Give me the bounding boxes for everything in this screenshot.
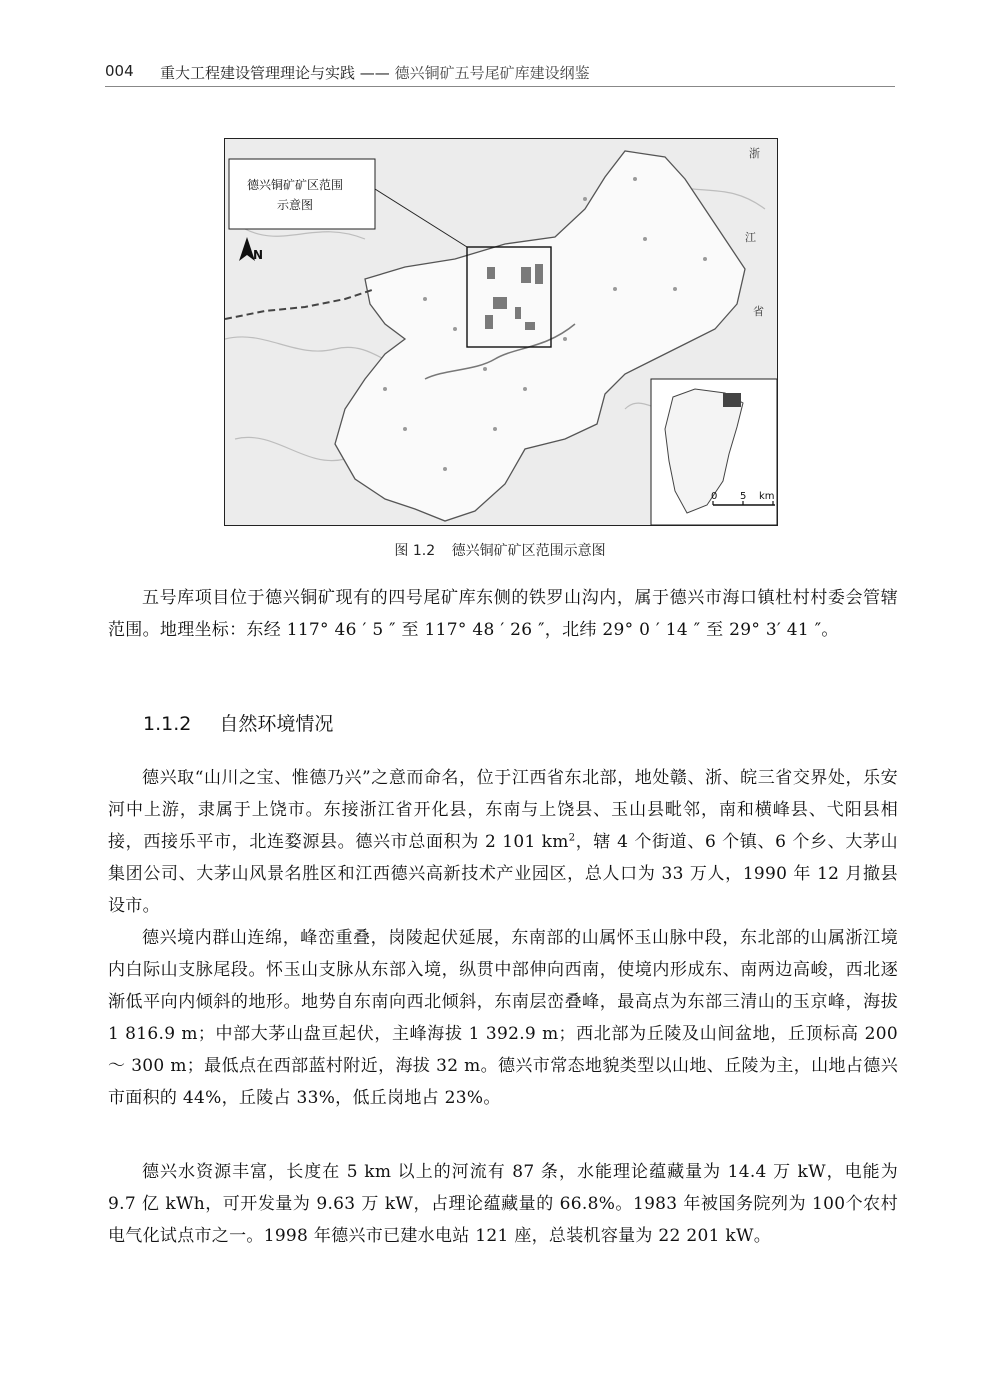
header-rule xyxy=(105,86,895,87)
scale-zero: 0 xyxy=(711,491,718,502)
map-figure xyxy=(224,138,778,526)
caption-text: 德兴铜矿矿区范围示意图 xyxy=(451,543,606,559)
book-subtitle: 德兴铜矿五号尾矿库建设纲鉴 xyxy=(394,64,590,82)
paragraph-overview xyxy=(108,762,898,922)
dexing-highlight xyxy=(723,393,741,407)
paragraph-water: 德兴水资源丰富，长度在 5 km 以上的河流有 87 条，水能理论蕴藏量为 14.4 万 kW，电能为 9.7 亿 kWh，可开发量为 9.63 万 kW，占理论蕴藏量的 66.8%。1983 年被国务院列为 100个农村电气化试点市之一。1998 年德兴市已建水电站 121 座，总装机容量为 22 201 kW。 xyxy=(108,1162,898,1246)
overview-text-1: 德兴取“山川之宝、惟德乃兴”之意而命名，位于江西省东北部，地处赣、浙、皖三省交界处，乐安河中上游，隶属于上饶市。东接浙江省开化县，东南与上饶县、玉山县毗邻，南和横峰县、弋阳县相接，西接乐平市，北连婺源县。德兴市总面积为 2 101 km xyxy=(108,768,898,852)
header-separator: —— xyxy=(359,64,390,82)
scale-mid: 5 xyxy=(740,491,747,502)
legend-title-line2: 示意图 xyxy=(277,198,314,212)
paragraph-terrain: 德兴境内群山连绵，峰峦重叠，岗陵起伏延展，东南部的山属怀玉山脉中段，东北部的山属浙江境内白际山支脉尾段。怀玉山支脉从东部入境，纵贯中部伸向西南，使境内形成东、南两边高峻，西北逐渐低平向内倾斜的地形。地势自东南向西北倾斜，东南层峦叠峰，最高点为东部三清山的玉京峰，海拔 1 816.9 m；中部大茅山盘亘起伏，主峰海拔 1 392.9 m；西北部为丘陵及山间盆地，丘顶标高 200 ～ 300 m；最低点在西部蓝村附近，海拔 32 m。德兴市常态地貌类型以山地、丘陵为主，山地占德兴市面积的 44%，丘陵占 33%，低丘岗地占 23%。 xyxy=(108,928,898,1108)
area-superscript: 2 xyxy=(568,832,576,844)
figure-caption xyxy=(0,540,1000,560)
book-title: 重大工程建设管理理论与实践 xyxy=(160,64,356,82)
map-graphic xyxy=(225,139,777,525)
province-label-2: 江 xyxy=(745,231,756,244)
legend-title-line1: 德兴铜矿矿区范围 xyxy=(247,178,344,192)
caption-label: 图 1.2 xyxy=(394,543,436,559)
header-title xyxy=(160,62,590,83)
overview-text-2: ，辖 4 个街道、6 个镇、6 个乡、大茅山集团公司、大茅山风景名胜区和江西德兴高新技术产业园区，总人口为 33 万人，1990 年 12 月撤县设市。 xyxy=(108,832,898,916)
province-label-1: 浙 xyxy=(749,147,760,160)
legend-box xyxy=(229,159,375,229)
section-heading xyxy=(143,709,333,736)
running-header xyxy=(105,62,895,92)
page-number: 004 xyxy=(105,62,134,80)
paragraph-location: 五号库项目位于德兴铜矿现有的四号尾矿库东侧的铁罗山沟内，属于德兴市海口镇杜村村委会管辖范围。地理坐标：东经 117° 46 ′ 5 ″ 至 117° 48 ′ 26 ″，北纬 29° 0 ′ 14 ″ 至 29° 3′ 41 ″。 xyxy=(108,588,898,640)
section-number: 1.1.2 xyxy=(143,713,192,735)
province-label-3: 省 xyxy=(753,305,764,318)
section-title: 自然环境情况 xyxy=(219,713,334,735)
scale-unit: km xyxy=(759,491,775,502)
north-label: N xyxy=(253,248,264,262)
